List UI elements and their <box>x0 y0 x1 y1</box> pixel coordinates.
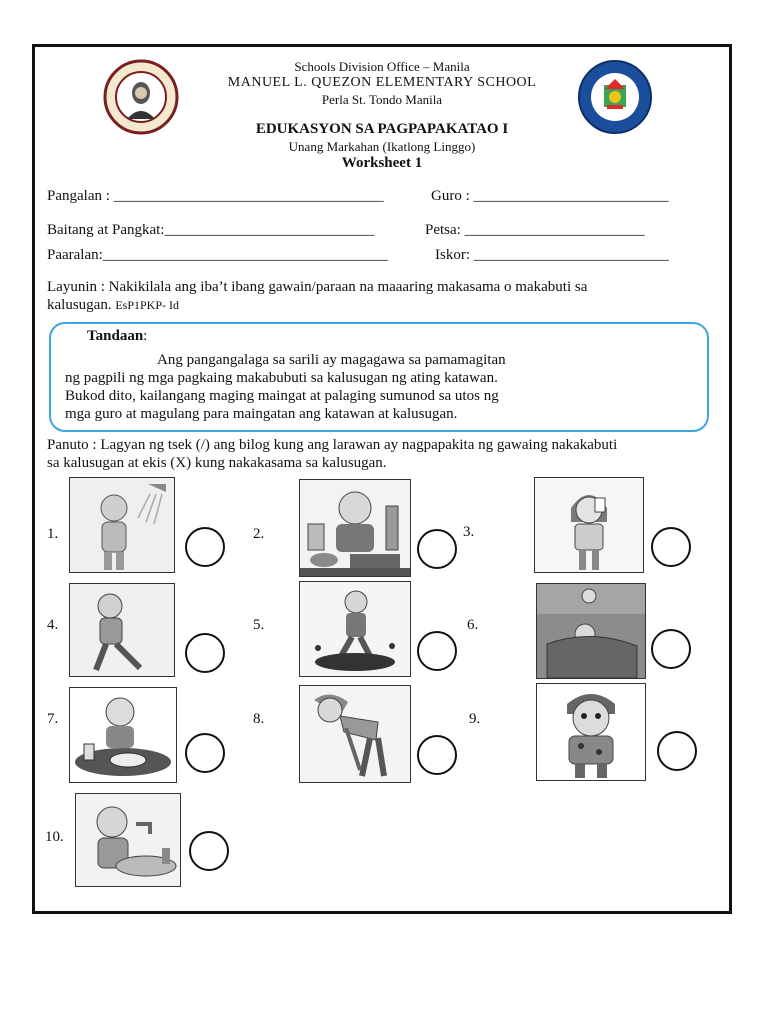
score-field[interactable]: Iskor: __________________________ <box>435 247 669 263</box>
school-field[interactable]: Paaralan:______________________________________ <box>47 247 388 263</box>
answer-circle[interactable] <box>651 629 691 669</box>
answer-circle[interactable] <box>185 633 225 673</box>
subject-title: EDUKASYON SA PAGPAPAKATAO I <box>255 121 509 137</box>
answer-circle[interactable] <box>651 527 691 567</box>
item-number: 7. <box>47 711 59 727</box>
reminder-line-1: Ang pangangalaga sa sarili ay magagawa sa pamamagitan <box>157 352 506 368</box>
division-office: Schools Division Office – Manila <box>294 59 470 74</box>
item-number: 6. <box>467 617 479 633</box>
answer-circle[interactable] <box>185 733 225 773</box>
worksheet-label: Worksheet 1 <box>341 155 423 171</box>
item-number: 4. <box>47 617 59 633</box>
child-sleeping-icon <box>536 583 646 679</box>
reminder-line-4: mga guro at magulang para maingatan ang katawan at kalusugan. <box>65 406 458 422</box>
item-number: 9. <box>469 711 481 727</box>
boy-walking-icon <box>69 583 175 677</box>
reminder-title: Tandaan <box>87 328 144 344</box>
boy-eating-meal-icon <box>69 687 177 783</box>
boy-showering-icon <box>69 477 175 573</box>
reminder-colon: : <box>143 328 148 344</box>
answer-circle[interactable] <box>417 735 457 775</box>
competency-code: EsP1PKP- Id <box>115 298 180 312</box>
item-number: 8. <box>253 711 265 727</box>
boy-dirty-clothes-icon <box>536 683 646 781</box>
objective-line-1: Layunin : Nakikilala ang iba’t ibang gawain/paraan na maaaring makasama o makabuti sa <box>47 279 588 295</box>
item-number: 5. <box>253 617 265 633</box>
item-number: 1. <box>47 526 59 542</box>
school-address: Perla St. Tondo Manila <box>321 92 443 107</box>
school-name: MANUEL L. QUEZON ELEMENTARY SCHOOL <box>227 75 537 90</box>
answer-circle[interactable] <box>417 529 457 569</box>
answer-circle[interactable] <box>657 731 697 771</box>
instructions-line-1: Panuto : Lagyan ng tsek (/) ang bilog kung ang larawan ay nagpapakita ng gawaing nakakabuti <box>47 437 618 453</box>
boy-washing-hands-icon <box>75 793 181 887</box>
teacher-field[interactable]: Guro : __________________________ <box>431 188 669 204</box>
boy-eating-junk-food-icon <box>299 479 411 577</box>
boy-playing-in-mud-icon <box>299 581 411 677</box>
quarter-label: Unang Markahan (Ikatlong Linggo) <box>288 139 476 154</box>
grade-section-field[interactable]: Baitang at Pangkat:____________________________ <box>47 222 375 238</box>
worksheet-page <box>32 44 732 914</box>
name-field[interactable]: Pangalan : ____________________________________ <box>47 188 384 204</box>
reminder-box <box>49 322 709 432</box>
girl-drinking-milk-icon <box>534 477 644 573</box>
item-number: 2. <box>253 526 265 542</box>
objective-text <box>47 278 727 314</box>
answer-circle[interactable] <box>189 831 229 871</box>
date-field[interactable]: Petsa: ________________________ <box>425 222 645 238</box>
instructions-line-2: sa kalusugan at ekis (X) kung nakakasama sa kalusugan. <box>47 455 387 471</box>
reminder-title-wrap <box>87 328 147 345</box>
girl-exercising-icon <box>299 685 411 783</box>
reminder-line-2: ng pagpili ng mga pagkaing makabubuti sa kalusugan ng ating katawan. <box>65 370 498 386</box>
answer-circle[interactable] <box>185 527 225 567</box>
reminder-line-3: Bukod dito, kailangang maging maingat at palaging sumunod sa utos ng <box>65 388 499 404</box>
objective-line-2: kalusugan. <box>47 297 112 313</box>
item-number: 3. <box>463 524 475 540</box>
instructions-text <box>47 436 731 472</box>
item-number: 10. <box>45 829 64 845</box>
answer-circle[interactable] <box>417 631 457 671</box>
